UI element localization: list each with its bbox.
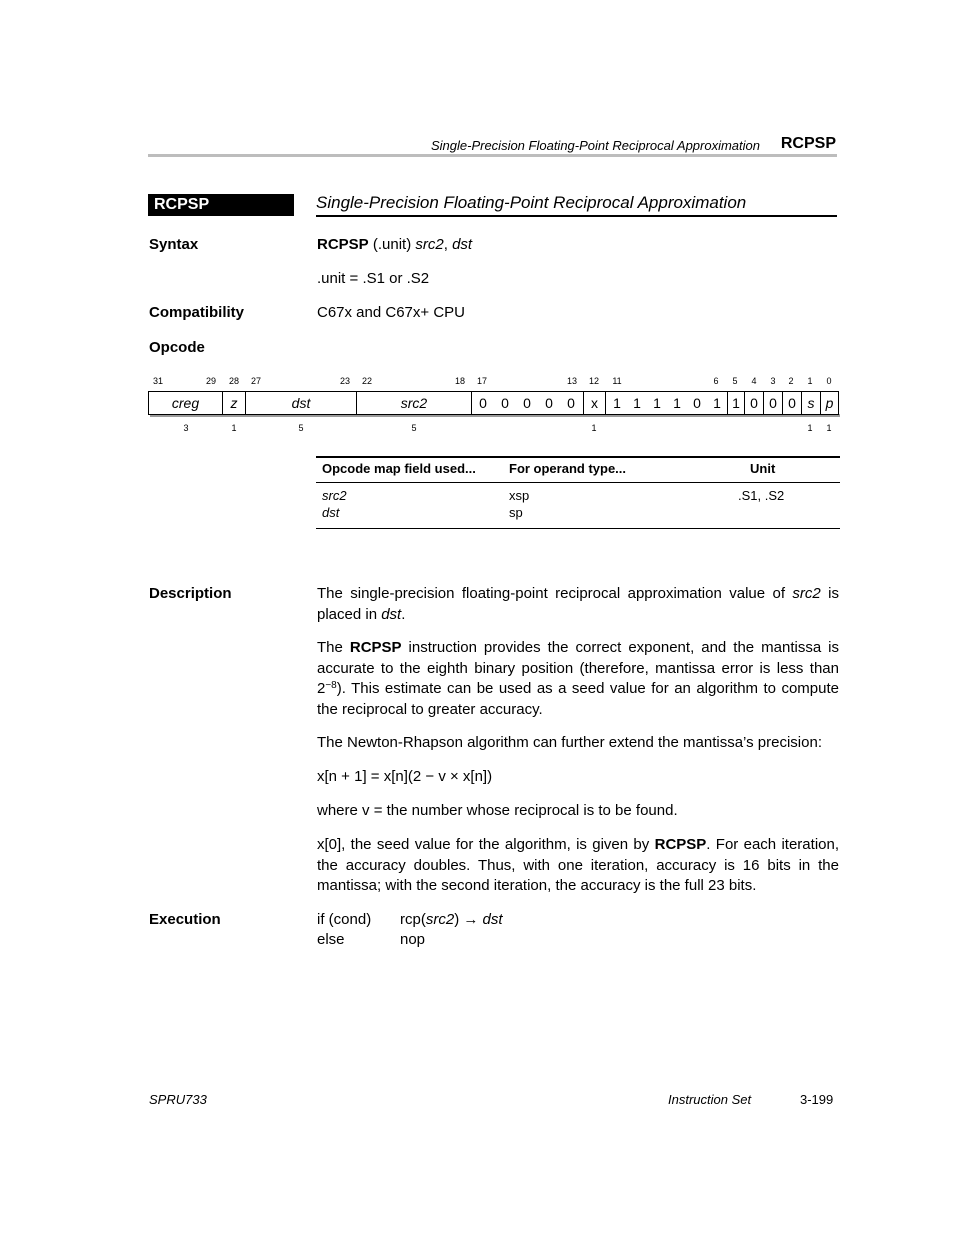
field-width: 3 — [183, 423, 189, 433]
table-row-type: sp — [509, 505, 523, 520]
syntax-label: Syntax — [149, 236, 199, 253]
field-bit-9: 1 — [653, 395, 661, 411]
execution-nop: nop — [400, 931, 426, 948]
field-creg: creg — [171, 395, 200, 411]
field-s: s — [807, 395, 815, 411]
execution-cond: if (cond) — [317, 911, 372, 928]
footer-page-number: 3-199 — [800, 1092, 834, 1107]
table-header-type: For operand type... — [509, 461, 627, 476]
running-header-title: Single-Precision Floating-Point Reciprocal Approximation — [430, 138, 760, 153]
syntax-comma: , — [443, 236, 448, 253]
field-src2: src2 — [400, 395, 428, 411]
running-header-mnemonic: RCPSP — [780, 135, 836, 152]
field-width: 1 — [591, 423, 597, 433]
field-width: 5 — [411, 423, 417, 433]
syntax-dst: dst — [452, 236, 473, 253]
opcode-label: Opcode — [149, 339, 205, 356]
bit-number: 13 — [566, 376, 578, 386]
field-bit-2: 0 — [788, 395, 796, 411]
heading-rule — [316, 215, 837, 217]
field-x: x — [591, 395, 598, 411]
execution-else: else — [317, 931, 345, 948]
field-bit-11: 1 — [613, 395, 621, 411]
field-width: 1 — [807, 423, 813, 433]
field-bit-6: 1 — [713, 395, 721, 411]
instruction-title: Single-Precision Floating-Point Reciprocal Approximation — [316, 193, 747, 212]
field-bit-5: 1 — [732, 395, 740, 411]
newton-formula: x[n + 1] = x[n](2 − v × x[n]) — [317, 768, 493, 785]
description-paragraph-5: x[0], the seed value for the algorithm, is given by RCPSP. For each iteration, the accuracy doubles. Thus, with one iteration, accuracy is 16 bits in the mantissa; with the second iteration, the accuracy is the full 23 bits. — [317, 836, 840, 894]
footer-doc-id: SPRU733 — [149, 1092, 207, 1107]
field-bit-13: 0 — [567, 395, 575, 411]
table-row-field: src2 — [322, 488, 347, 503]
instruction-badge: RCPSP — [148, 194, 294, 216]
field-bit-8: 1 — [673, 395, 681, 411]
bit-number: 2 — [788, 376, 794, 386]
description-paragraph-4: where v = the number whose reciprocal is to be found. — [317, 802, 678, 819]
bit-number: 22 — [361, 376, 373, 386]
table-row-field: dst — [322, 505, 340, 520]
table-row-unit: .S1, .S2 — [738, 488, 785, 503]
bit-number: 28 — [228, 376, 240, 386]
syntax-src: src2 — [415, 236, 444, 253]
field-bit-3: 0 — [769, 395, 777, 411]
field-bit-17: 0 — [479, 395, 487, 411]
field-p: p — [825, 395, 834, 411]
field-width: 5 — [298, 423, 304, 433]
description-label: Description — [149, 585, 232, 602]
bit-number: 17 — [476, 376, 488, 386]
field-width: 1 — [826, 423, 832, 433]
bit-number: 4 — [751, 376, 757, 386]
compatibility-text: C67x and C67x+ CPU — [317, 304, 465, 321]
syntax-mnemonic: RCPSP — [317, 236, 369, 253]
table-row-type: xsp — [509, 488, 530, 503]
field-z: z — [230, 395, 238, 411]
table-header-field: Opcode map field used... — [322, 461, 476, 476]
bit-number: 6 — [713, 376, 719, 386]
field-bit-15: 0 — [523, 395, 531, 411]
bit-number: 31 — [152, 376, 164, 386]
field-bit-10: 1 — [633, 395, 641, 411]
field-bit-4: 0 — [750, 395, 758, 411]
bit-number: 23 — [339, 376, 351, 386]
bit-number: 5 — [732, 376, 738, 386]
description-paragraph-1: The single-precision floating-point reciprocal approximation value of src2 is placed in dst. — [317, 585, 840, 623]
compatibility-label: Compatibility — [149, 304, 245, 321]
footer-section: Instruction Set — [668, 1092, 752, 1107]
field-bit-7: 0 — [693, 395, 701, 411]
syntax-unit-line: .unit = .S1 or .S2 — [317, 270, 430, 287]
bit-number: 18 — [454, 376, 466, 386]
table-header-unit: Unit — [750, 461, 776, 476]
opcode-field-diagram — [148, 391, 839, 415]
description-paragraph-3: The Newton-Rhapson algorithm can further extend the mantissa’s precision: — [317, 734, 822, 751]
description-paragraph-2: The RCPSP instruction provides the correct exponent, and the mantissa is accurate to the eighth binary position (therefore, mantissa error is less than $2^{-8}$). This estimate can be used as a seed value for an algorithm to compute the reciprocal to greater accuracy. — [317, 639, 839, 718]
bit-number: 1 — [807, 376, 813, 386]
bit-number: 12 — [588, 376, 600, 386]
bit-number: 11 — [612, 376, 622, 386]
execution-label: Execution — [149, 911, 221, 928]
field-width: 1 — [231, 423, 237, 433]
field-bit-16: 0 — [501, 395, 509, 411]
syntax-unit: (.unit) — [372, 236, 412, 253]
bit-number: 29 — [205, 376, 217, 386]
field-dst: dst — [291, 395, 311, 411]
syntax-line — [317, 236, 472, 253]
bit-number: 0 — [826, 376, 832, 386]
execution-operation: rcp(src2) → dst — [400, 911, 503, 928]
header-rule — [148, 154, 837, 157]
field-bit-14: 0 — [545, 395, 553, 411]
bit-number: 3 — [770, 376, 776, 386]
bit-number: 27 — [250, 376, 262, 386]
